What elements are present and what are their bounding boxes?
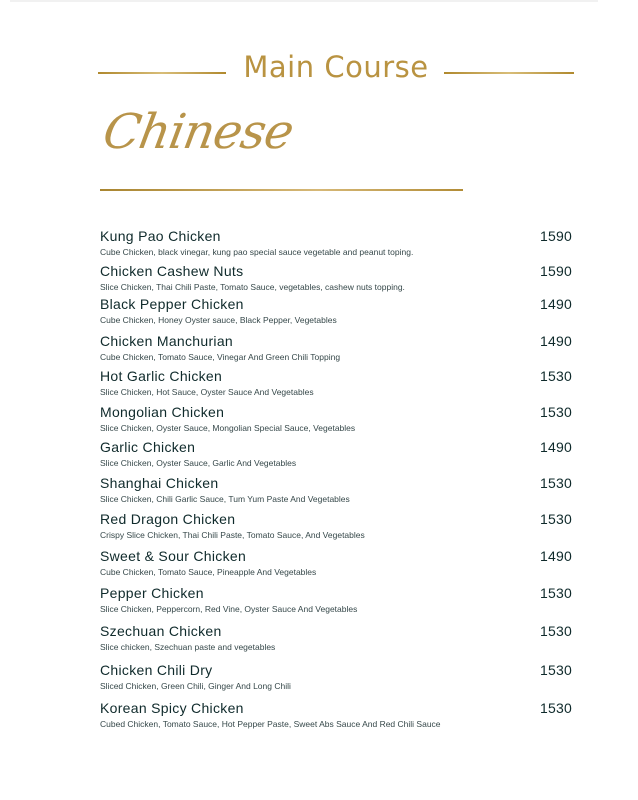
- menu-item: [100, 439, 574, 469]
- item-description: Slice Chicken, Chili Garlic Sauce, Tum Yum Paste And Vegetables: [100, 494, 350, 504]
- item-name: Black Pepper Chicken: [100, 296, 244, 312]
- menu-item: [100, 404, 574, 434]
- page-header: [98, 50, 574, 90]
- header-rule-left: [98, 72, 226, 74]
- section-title: Chinese: [99, 104, 298, 160]
- item-name: Mongolian Chicken: [100, 404, 225, 420]
- item-price: 1490: [540, 548, 572, 564]
- item-description: Slice Chicken, Peppercorn, Red Vine, Oyster Sauce And Vegetables: [100, 604, 358, 614]
- menu-item: [100, 548, 574, 578]
- item-description: Slice chicken, Szechuan paste and vegetables: [100, 642, 276, 652]
- item-price: 1530: [540, 511, 572, 527]
- item-price: 1590: [540, 228, 572, 244]
- item-name: Garlic Chicken: [100, 439, 196, 455]
- menu-item: [100, 511, 574, 541]
- page-title: Main Course: [243, 50, 429, 84]
- item-name: Chicken Manchurian: [100, 333, 234, 349]
- item-price: 1530: [540, 475, 572, 491]
- item-name: Red Dragon Chicken: [100, 511, 236, 527]
- item-description: Cubed Chicken, Tomato Sauce, Hot Pepper Paste, Sweet Abs Sauce And Red Chili Sauce: [100, 719, 441, 729]
- item-description: Slice Chicken, Oyster Sauce, Garlic And Vegetables: [100, 458, 297, 468]
- header-rule-right: [444, 72, 574, 74]
- top-border-line: [10, 0, 598, 2]
- item-name: Kung Pao Chicken: [100, 228, 221, 244]
- item-description: Crispy Slice Chicken, Thai Chili Paste, Tomato Sauce, And Vegetables: [100, 530, 365, 540]
- item-price: 1490: [540, 439, 572, 455]
- menu-item: [100, 263, 574, 293]
- item-price: 1490: [540, 296, 572, 312]
- menu-item: [100, 296, 574, 326]
- item-description: Slice Chicken, Hot Sauce, Oyster Sauce And Vegetables: [100, 387, 314, 397]
- item-name: Chicken Chili Dry: [100, 662, 213, 678]
- item-name: Korean Spicy Chicken: [100, 700, 244, 716]
- item-price: 1530: [540, 585, 572, 601]
- item-price: 1530: [540, 368, 572, 384]
- menu-item: [100, 662, 574, 692]
- item-name: Hot Garlic Chicken: [100, 368, 223, 384]
- item-price: 1490: [540, 333, 572, 349]
- item-name: Sweet & Sour Chicken: [100, 548, 247, 564]
- menu-item: [100, 623, 574, 653]
- menu-item: [100, 475, 574, 505]
- item-description: Cube Chicken, Honey Oyster sauce, Black Pepper, Vegetables: [100, 315, 337, 325]
- item-description: Slice Chicken, Oyster Sauce, Mongolian Special Sauce, Vegetables: [100, 423, 356, 433]
- menu-item: [100, 700, 574, 730]
- item-price: 1590: [540, 263, 572, 279]
- menu-item: [100, 333, 574, 363]
- item-description: Sliced Chicken, Green Chili, Ginger And Long Chili: [100, 681, 291, 691]
- item-name: Szechuan Chicken: [100, 623, 222, 639]
- item-price: 1530: [540, 623, 572, 639]
- menu-item: [100, 368, 574, 398]
- item-description: Cube Chicken, Tomato Sauce, Vinegar And Green Chili Topping: [100, 352, 341, 362]
- section-divider: [100, 189, 463, 191]
- item-description: Cube Chicken, Tomato Sauce, Pineapple And Vegetables: [100, 567, 317, 577]
- menu-item: [100, 585, 574, 615]
- item-price: 1530: [540, 700, 572, 716]
- item-description: Cube Chicken, black vinegar, kung pao special sauce vegetable and peanut toping.: [100, 247, 414, 257]
- item-name: Pepper Chicken: [100, 585, 204, 601]
- item-description: Slice Chicken, Thai Chili Paste, Tomato Sauce, vegetables, cashew nuts topping.: [100, 282, 405, 292]
- item-price: 1530: [540, 662, 572, 678]
- item-name: Shanghai Chicken: [100, 475, 219, 491]
- menu-item: [100, 228, 574, 258]
- item-name: Chicken Cashew Nuts: [100, 263, 244, 279]
- item-price: 1530: [540, 404, 572, 420]
